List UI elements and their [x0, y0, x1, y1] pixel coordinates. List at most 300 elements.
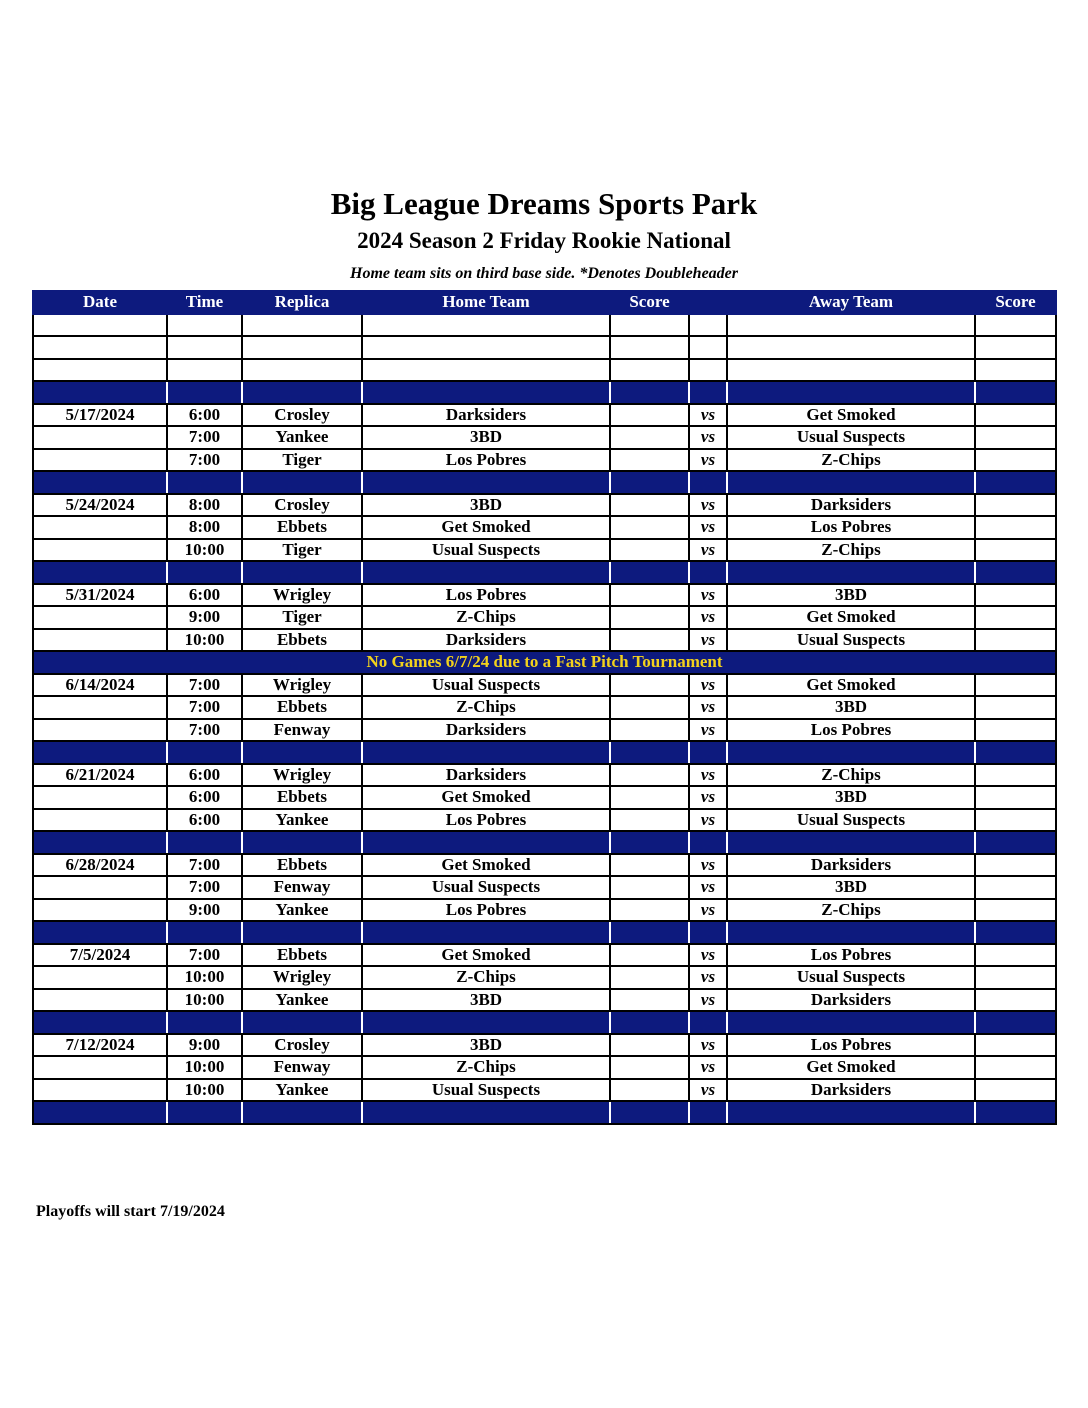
replica-cell: Ebbets: [242, 516, 362, 539]
away-score-cell: [975, 449, 1056, 472]
time-cell: 7:00: [167, 854, 242, 877]
spacer-cell: [727, 741, 975, 764]
date-cell: [33, 876, 167, 899]
home-score-cell: [610, 1034, 689, 1057]
spacer-cell: [362, 561, 610, 584]
home-score-cell: [610, 404, 689, 427]
date-cell: 7/12/2024: [33, 1034, 167, 1057]
home-score-cell: [610, 786, 689, 809]
blank-cell: [362, 359, 610, 382]
column-header-date: Date: [33, 291, 167, 314]
home-score-cell: [610, 809, 689, 832]
spacer-cell: [167, 921, 242, 944]
game-row: [33, 404, 1056, 427]
spacer-cell: [33, 1101, 167, 1124]
replica-cell: Yankee: [242, 426, 362, 449]
home-team-cell: Darksiders: [362, 719, 610, 742]
vs-cell: vs: [689, 1056, 727, 1079]
spacer-cell: [362, 921, 610, 944]
replica-cell: Yankee: [242, 809, 362, 832]
spacer-cell: [362, 471, 610, 494]
vs-cell: vs: [689, 516, 727, 539]
home-team-cell: Darksiders: [362, 629, 610, 652]
header-row: [33, 291, 1056, 314]
time-cell: 6:00: [167, 584, 242, 607]
spacer-cell: [727, 1011, 975, 1034]
date-cell: [33, 426, 167, 449]
spacer-cell: [689, 1011, 727, 1034]
spacer-row: [33, 831, 1056, 854]
vs-cell: vs: [689, 966, 727, 989]
away-score-cell: [975, 539, 1056, 562]
time-cell: 7:00: [167, 674, 242, 697]
away-team-cell: Los Pobres: [727, 516, 975, 539]
blank-cell: [975, 359, 1056, 382]
vs-cell: vs: [689, 1034, 727, 1057]
home-score-cell: [610, 1056, 689, 1079]
date-cell: [33, 719, 167, 742]
game-row: [33, 854, 1056, 877]
replica-cell: Crosley: [242, 1034, 362, 1057]
replica-cell: Wrigley: [242, 966, 362, 989]
notice-text: No Games 6/7/24 due to a Fast Pitch Tournament: [33, 651, 1056, 674]
spacer-cell: [727, 561, 975, 584]
spacer-cell: [167, 471, 242, 494]
vs-cell: vs: [689, 404, 727, 427]
date-cell: [33, 539, 167, 562]
time-cell: 9:00: [167, 606, 242, 629]
time-cell: 8:00: [167, 516, 242, 539]
away-score-cell: [975, 606, 1056, 629]
spacer-cell: [610, 381, 689, 404]
home-team-cell: Z-Chips: [362, 1056, 610, 1079]
game-row: [33, 876, 1056, 899]
spacer-cell: [242, 561, 362, 584]
spacer-cell: [242, 831, 362, 854]
schedule-note: Home team sits on third base side. *Denotes Doubleheader: [350, 265, 738, 282]
blank-cell: [610, 336, 689, 359]
home-score-cell: [610, 674, 689, 697]
spacer-cell: [242, 381, 362, 404]
replica-cell: Fenway: [242, 876, 362, 899]
time-cell: 7:00: [167, 449, 242, 472]
blank-cell: [727, 314, 975, 337]
spacer-cell: [975, 741, 1056, 764]
spacer-cell: [727, 381, 975, 404]
spacer-row: [33, 741, 1056, 764]
date-cell: [33, 606, 167, 629]
spacer-cell: [33, 471, 167, 494]
spacer-cell: [33, 381, 167, 404]
replica-cell: Wrigley: [242, 584, 362, 607]
replica-cell: Tiger: [242, 449, 362, 472]
game-row: [33, 629, 1056, 652]
vs-cell: vs: [689, 989, 727, 1012]
spacer-cell: [610, 561, 689, 584]
away-team-cell: 3BD: [727, 584, 975, 607]
vs-cell: vs: [689, 584, 727, 607]
game-row: [33, 674, 1056, 697]
blank-cell: [727, 359, 975, 382]
date-cell: [33, 899, 167, 922]
spacer-cell: [33, 561, 167, 584]
spacer-cell: [727, 921, 975, 944]
home-score-cell: [610, 944, 689, 967]
away-score-cell: [975, 1056, 1056, 1079]
time-cell: 8:00: [167, 494, 242, 517]
blank-cell: [33, 336, 167, 359]
away-score-cell: [975, 516, 1056, 539]
date-cell: 6/28/2024: [33, 854, 167, 877]
playoffs-note: Playoffs will start 7/19/2024: [36, 1203, 225, 1220]
home-team-cell: Los Pobres: [362, 899, 610, 922]
away-score-cell: [975, 786, 1056, 809]
spacer-cell: [242, 1101, 362, 1124]
home-score-cell: [610, 516, 689, 539]
spacer-cell: [242, 471, 362, 494]
column-header-home-score: Score: [610, 291, 689, 314]
home-team-cell: Z-Chips: [362, 966, 610, 989]
time-cell: 9:00: [167, 1034, 242, 1057]
blank-cell: [167, 336, 242, 359]
away-score-cell: [975, 719, 1056, 742]
game-row: [33, 899, 1056, 922]
date-cell: [33, 786, 167, 809]
vs-cell: vs: [689, 899, 727, 922]
vs-cell: vs: [689, 944, 727, 967]
spacer-cell: [33, 831, 167, 854]
vs-cell: vs: [689, 764, 727, 787]
time-cell: 6:00: [167, 786, 242, 809]
vs-cell: vs: [689, 809, 727, 832]
home-team-cell: 3BD: [362, 1034, 610, 1057]
spacer-row: [33, 1101, 1056, 1124]
away-team-cell: Los Pobres: [727, 944, 975, 967]
home-score-cell: [610, 1079, 689, 1102]
time-cell: 10:00: [167, 1079, 242, 1102]
spacer-cell: [242, 741, 362, 764]
time-cell: 10:00: [167, 629, 242, 652]
away-score-cell: [975, 966, 1056, 989]
blank-cell: [689, 314, 727, 337]
game-row: [33, 719, 1056, 742]
spacer-cell: [975, 831, 1056, 854]
blank-cell: [689, 359, 727, 382]
home-score-cell: [610, 494, 689, 517]
column-header-vs: [689, 291, 727, 314]
game-row: [33, 944, 1056, 967]
time-cell: 6:00: [167, 404, 242, 427]
blank-cell: [242, 359, 362, 382]
home-score-cell: [610, 539, 689, 562]
away-score-cell: [975, 809, 1056, 832]
away-team-cell: Los Pobres: [727, 719, 975, 742]
home-team-cell: Los Pobres: [362, 809, 610, 832]
spacer-cell: [167, 1011, 242, 1034]
time-cell: 7:00: [167, 719, 242, 742]
replica-cell: Wrigley: [242, 674, 362, 697]
home-team-cell: Usual Suspects: [362, 876, 610, 899]
game-row: [33, 426, 1056, 449]
date-cell: [33, 516, 167, 539]
date-cell: 5/17/2024: [33, 404, 167, 427]
home-team-cell: Get Smoked: [362, 944, 610, 967]
spacer-cell: [689, 561, 727, 584]
away-team-cell: Z-Chips: [727, 899, 975, 922]
spacer-cell: [975, 381, 1056, 404]
replica-cell: Ebbets: [242, 786, 362, 809]
away-team-cell: Usual Suspects: [727, 966, 975, 989]
home-team-cell: 3BD: [362, 426, 610, 449]
replica-cell: Ebbets: [242, 629, 362, 652]
spacer-cell: [167, 561, 242, 584]
spacer-row: [33, 471, 1056, 494]
blank-cell: [33, 314, 167, 337]
page-subtitle: 2024 Season 2 Friday Rookie National: [357, 228, 731, 253]
spacer-row: [33, 921, 1056, 944]
home-score-cell: [610, 696, 689, 719]
replica-cell: Tiger: [242, 539, 362, 562]
column-header-away-team: Away Team: [727, 291, 975, 314]
away-team-cell: Usual Suspects: [727, 426, 975, 449]
away-team-cell: Los Pobres: [727, 1034, 975, 1057]
away-team-cell: Get Smoked: [727, 674, 975, 697]
spacer-row: [33, 1011, 1056, 1034]
spacer-cell: [167, 831, 242, 854]
spacer-cell: [727, 1101, 975, 1124]
blank-cell: [975, 336, 1056, 359]
replica-cell: Yankee: [242, 989, 362, 1012]
replica-cell: Ebbets: [242, 696, 362, 719]
away-team-cell: Z-Chips: [727, 449, 975, 472]
away-score-cell: [975, 989, 1056, 1012]
away-team-cell: Get Smoked: [727, 606, 975, 629]
away-score-cell: [975, 1034, 1056, 1057]
time-cell: 10:00: [167, 966, 242, 989]
vs-cell: vs: [689, 696, 727, 719]
blank-row: [33, 314, 1056, 337]
away-score-cell: [975, 674, 1056, 697]
home-score-cell: [610, 966, 689, 989]
spacer-cell: [975, 1101, 1056, 1124]
spacer-cell: [610, 741, 689, 764]
away-score-cell: [975, 629, 1056, 652]
vs-cell: vs: [689, 1079, 727, 1102]
game-row: [33, 606, 1056, 629]
away-score-cell: [975, 876, 1056, 899]
game-row: [33, 584, 1056, 607]
spacer-cell: [610, 831, 689, 854]
date-cell: 5/31/2024: [33, 584, 167, 607]
spacer-cell: [689, 381, 727, 404]
replica-cell: Fenway: [242, 719, 362, 742]
blank-cell: [610, 314, 689, 337]
spacer-cell: [689, 471, 727, 494]
replica-cell: Crosley: [242, 404, 362, 427]
home-team-cell: Z-Chips: [362, 606, 610, 629]
spacer-cell: [33, 1011, 167, 1034]
time-cell: 10:00: [167, 989, 242, 1012]
date-cell: [33, 629, 167, 652]
column-header-time: Time: [167, 291, 242, 314]
away-team-cell: 3BD: [727, 876, 975, 899]
spacer-cell: [610, 1011, 689, 1034]
spacer-cell: [362, 831, 610, 854]
column-header-home-team: Home Team: [362, 291, 610, 314]
away-score-cell: [975, 854, 1056, 877]
time-cell: 6:00: [167, 764, 242, 787]
vs-cell: vs: [689, 876, 727, 899]
away-team-cell: Usual Suspects: [727, 809, 975, 832]
blank-cell: [167, 314, 242, 337]
game-row: [33, 1034, 1056, 1057]
game-row: [33, 966, 1056, 989]
home-team-cell: Darksiders: [362, 404, 610, 427]
spacer-cell: [167, 1101, 242, 1124]
schedule-table: [32, 290, 1057, 1125]
date-cell: 6/14/2024: [33, 674, 167, 697]
spacer-cell: [689, 741, 727, 764]
home-team-cell: Los Pobres: [362, 449, 610, 472]
vs-cell: vs: [689, 786, 727, 809]
away-team-cell: Darksiders: [727, 989, 975, 1012]
date-cell: [33, 809, 167, 832]
home-team-cell: Los Pobres: [362, 584, 610, 607]
away-score-cell: [975, 899, 1056, 922]
spacer-cell: [242, 921, 362, 944]
vs-cell: vs: [689, 426, 727, 449]
home-score-cell: [610, 876, 689, 899]
spacer-cell: [727, 471, 975, 494]
column-header-away-score: Score: [975, 291, 1056, 314]
away-team-cell: Get Smoked: [727, 1056, 975, 1079]
replica-cell: Tiger: [242, 606, 362, 629]
time-cell: 10:00: [167, 539, 242, 562]
game-row: [33, 989, 1056, 1012]
home-team-cell: Get Smoked: [362, 786, 610, 809]
spacer-cell: [975, 1011, 1056, 1034]
blank-cell: [610, 359, 689, 382]
replica-cell: Wrigley: [242, 764, 362, 787]
game-row: [33, 516, 1056, 539]
time-cell: 9:00: [167, 899, 242, 922]
away-score-cell: [975, 426, 1056, 449]
spacer-cell: [975, 471, 1056, 494]
away-score-cell: [975, 494, 1056, 517]
vs-cell: vs: [689, 494, 727, 517]
home-score-cell: [610, 629, 689, 652]
home-score-cell: [610, 854, 689, 877]
page-title: Big League Dreams Sports Park: [330, 186, 758, 221]
blank-cell: [362, 336, 610, 359]
vs-cell: vs: [689, 854, 727, 877]
away-score-cell: [975, 1079, 1056, 1102]
column-header-replica: Replica: [242, 291, 362, 314]
spacer-cell: [33, 921, 167, 944]
spacer-cell: [975, 921, 1056, 944]
blank-cell: [975, 314, 1056, 337]
away-team-cell: Darksiders: [727, 1079, 975, 1102]
home-score-cell: [610, 606, 689, 629]
game-row: [33, 786, 1056, 809]
away-team-cell: 3BD: [727, 786, 975, 809]
blank-row: [33, 359, 1056, 382]
game-row: [33, 449, 1056, 472]
away-score-cell: [975, 696, 1056, 719]
home-score-cell: [610, 449, 689, 472]
date-cell: [33, 449, 167, 472]
spacer-cell: [33, 741, 167, 764]
home-score-cell: [610, 764, 689, 787]
spacer-cell: [167, 381, 242, 404]
time-cell: 7:00: [167, 426, 242, 449]
vs-cell: vs: [689, 606, 727, 629]
spacer-cell: [610, 921, 689, 944]
vs-cell: vs: [689, 629, 727, 652]
home-team-cell: 3BD: [362, 989, 610, 1012]
blank-row: [33, 336, 1056, 359]
away-team-cell: Z-Chips: [727, 539, 975, 562]
date-cell: 5/24/2024: [33, 494, 167, 517]
vs-cell: vs: [689, 449, 727, 472]
spacer-cell: [689, 921, 727, 944]
date-cell: 6/21/2024: [33, 764, 167, 787]
date-cell: 7/5/2024: [33, 944, 167, 967]
home-score-cell: [610, 426, 689, 449]
blank-cell: [727, 336, 975, 359]
spacer-cell: [689, 1101, 727, 1124]
home-score-cell: [610, 719, 689, 742]
time-cell: 7:00: [167, 944, 242, 967]
date-cell: [33, 1079, 167, 1102]
spacer-cell: [727, 831, 975, 854]
blank-cell: [689, 336, 727, 359]
spacer-cell: [610, 1101, 689, 1124]
away-team-cell: Z-Chips: [727, 764, 975, 787]
away-team-cell: Get Smoked: [727, 404, 975, 427]
spacer-row: [33, 381, 1056, 404]
time-cell: 10:00: [167, 1056, 242, 1079]
replica-cell: Fenway: [242, 1056, 362, 1079]
schedule-body: [33, 314, 1056, 1124]
game-row: [33, 764, 1056, 787]
replica-cell: Crosley: [242, 494, 362, 517]
home-team-cell: Usual Suspects: [362, 1079, 610, 1102]
home-team-cell: Get Smoked: [362, 516, 610, 539]
time-cell: 7:00: [167, 876, 242, 899]
game-row: [33, 539, 1056, 562]
home-team-cell: Usual Suspects: [362, 674, 610, 697]
away-team-cell: Darksiders: [727, 494, 975, 517]
date-cell: [33, 989, 167, 1012]
home-team-cell: Z-Chips: [362, 696, 610, 719]
spacer-cell: [362, 381, 610, 404]
spacer-cell: [167, 741, 242, 764]
blank-cell: [33, 359, 167, 382]
game-row: [33, 696, 1056, 719]
spacer-row: [33, 561, 1056, 584]
date-cell: [33, 696, 167, 719]
notice-row: [33, 651, 1056, 674]
vs-cell: vs: [689, 719, 727, 742]
time-cell: 7:00: [167, 696, 242, 719]
replica-cell: Ebbets: [242, 944, 362, 967]
date-cell: [33, 1056, 167, 1079]
home-score-cell: [610, 899, 689, 922]
blank-cell: [167, 359, 242, 382]
vs-cell: vs: [689, 674, 727, 697]
spacer-cell: [362, 1011, 610, 1034]
